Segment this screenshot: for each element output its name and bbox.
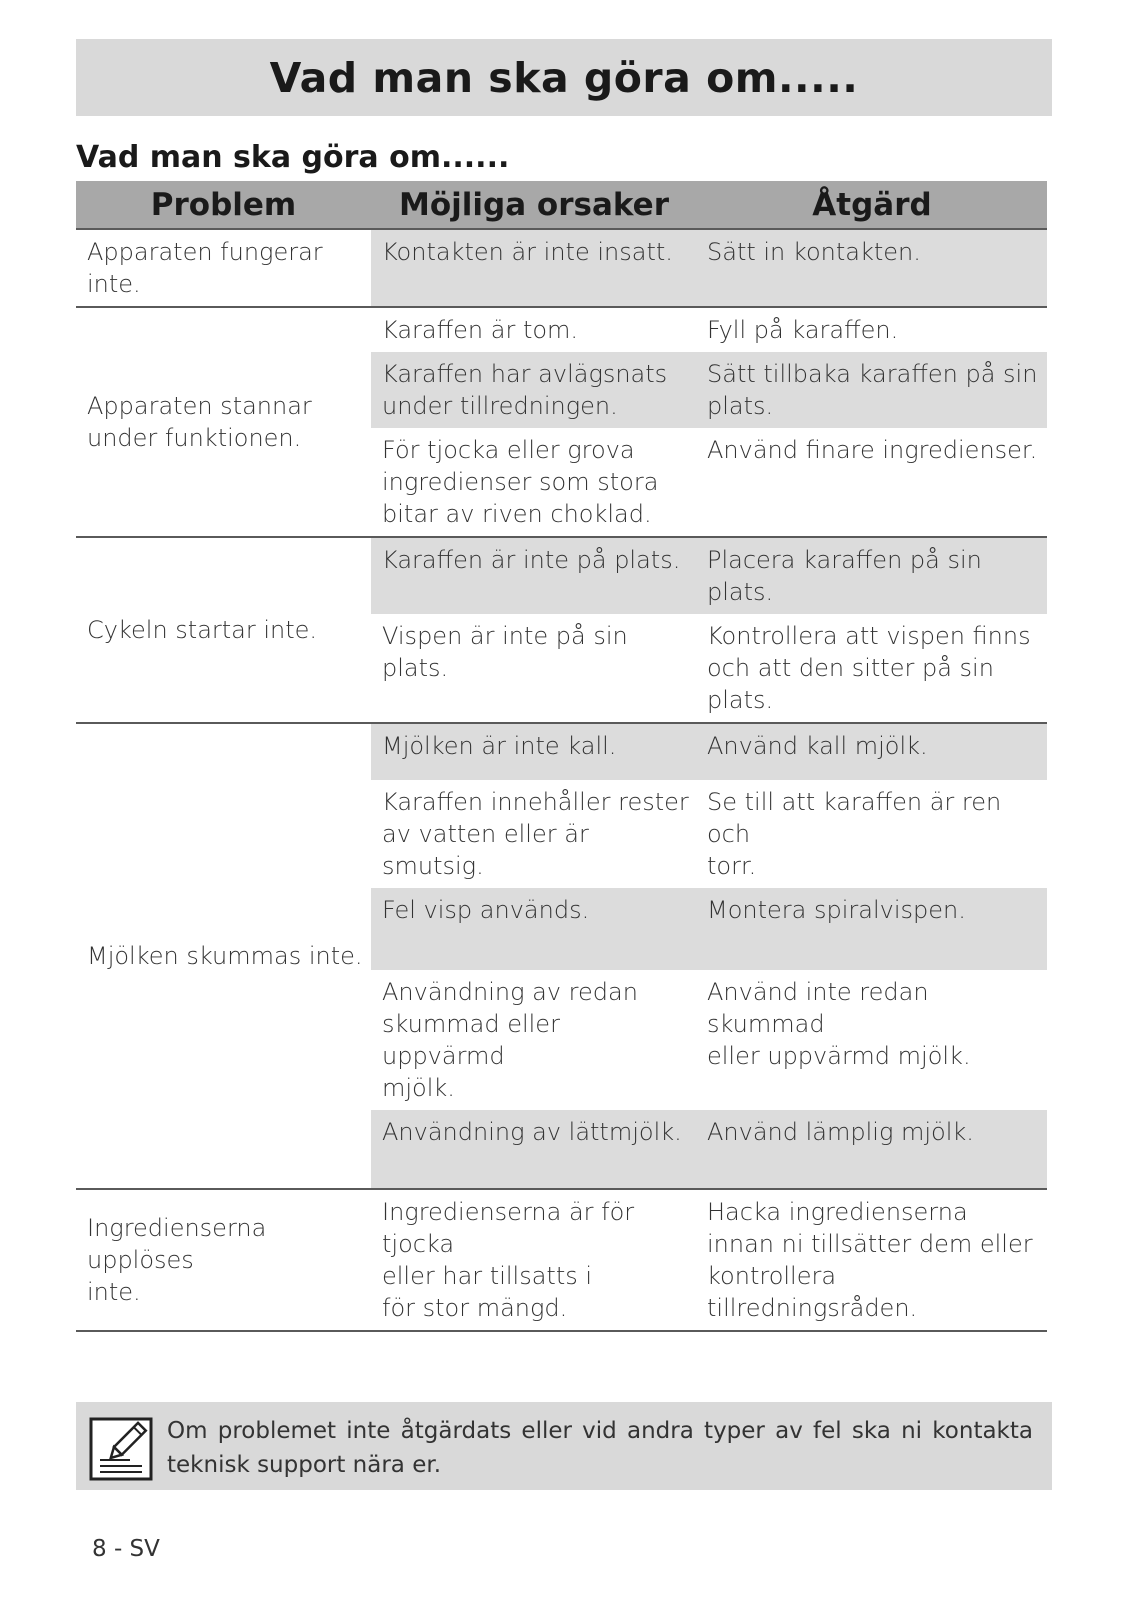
troubleshooting-table [76, 181, 1047, 1332]
note-text: Om problemet inte åtgärdats eller vid andra typer av fel ska ni kontakta teknisk support nära er. [167, 1418, 1033, 1478]
action-cell: Kontrollera att vispen finns och att den sitter på sin plats. [707, 622, 1031, 714]
cause-cell: För tjocka eller grova ingredienser som stora bitar av riven choklad. [382, 436, 659, 528]
action-cell: Fyll på karaffen. [697, 307, 1047, 352]
title-bar [76, 39, 1052, 116]
action-cell: Använd finare ingredienser. [707, 436, 1038, 464]
cause-cell: Karaffen har avlägsnats under tillredningen. [371, 352, 697, 428]
page-number: 8 - SV [92, 1536, 160, 1562]
problem-cell: Mjölken skummas inte. [76, 723, 371, 1189]
action-cell: Använd kall mjölk. [697, 723, 1047, 780]
cause-cell: Användning av lättmjölk. [371, 1110, 697, 1189]
table-row [76, 229, 1047, 307]
note-box [76, 1402, 1052, 1490]
pencil-note-icon [88, 1416, 154, 1482]
cause-cell: Ingredienserna är för tjocka eller har tillsatts i för stor mängd. [371, 1189, 697, 1331]
action-cell: Hacka ingredienserna innan ni tillsätter dem eller kontrollera tillredningsråden. [697, 1189, 1047, 1331]
section-heading: Vad man ska göra om...... [76, 140, 510, 175]
table-row [76, 537, 1047, 614]
action-cell: Använd inte redan skummad eller uppvärmd mjölk. [707, 978, 971, 1070]
action-cell: Sätt in kontakten. [697, 229, 1047, 307]
cause-cell: Användning av redan skummad eller uppvärmd mjölk. [382, 978, 638, 1102]
action-cell: Placera karaffen på sin plats. [697, 537, 1047, 614]
problem-cell: Cykeln startar inte. [76, 537, 371, 723]
table-row [76, 723, 1047, 780]
cause-cell: Kontakten är inte insatt. [371, 229, 697, 307]
cause-cell: Karaffen är inte på plats. [371, 537, 697, 614]
action-cell: Se till att karaffen är ren och torr. [707, 788, 1002, 880]
header-possible-causes: Möjliga orsaker [371, 181, 697, 229]
cause-cell: Vispen är inte på sin plats. [382, 622, 628, 682]
cause-cell: Mjölken är inte kall. [371, 723, 697, 780]
header-action: Åtgärd [697, 181, 1047, 229]
cause-cell: Karaffen innehåller rester av vatten eller är smutsig. [382, 788, 689, 880]
problem-cell: Apparaten fungerar inte. [76, 229, 371, 307]
action-cell: Montera spiralvispen. [697, 888, 1047, 970]
table-header-row [76, 181, 1047, 229]
action-cell: Sätt tillbaka karaffen på sin plats. [697, 352, 1047, 428]
cause-cell: Karaffen är tom. [371, 307, 697, 352]
table-row [76, 1189, 1047, 1331]
problem-cell: Apparaten stannar under funktionen. [76, 307, 371, 537]
table-row [76, 307, 1047, 352]
page-title: Vad man ska göra om..... [269, 53, 859, 102]
action-cell: Använd lämplig mjölk. [697, 1110, 1047, 1189]
header-problem: Problem [76, 181, 371, 229]
problem-cell: Ingredienserna upplöses inte. [76, 1189, 371, 1331]
cause-cell: Fel visp används. [371, 888, 697, 970]
